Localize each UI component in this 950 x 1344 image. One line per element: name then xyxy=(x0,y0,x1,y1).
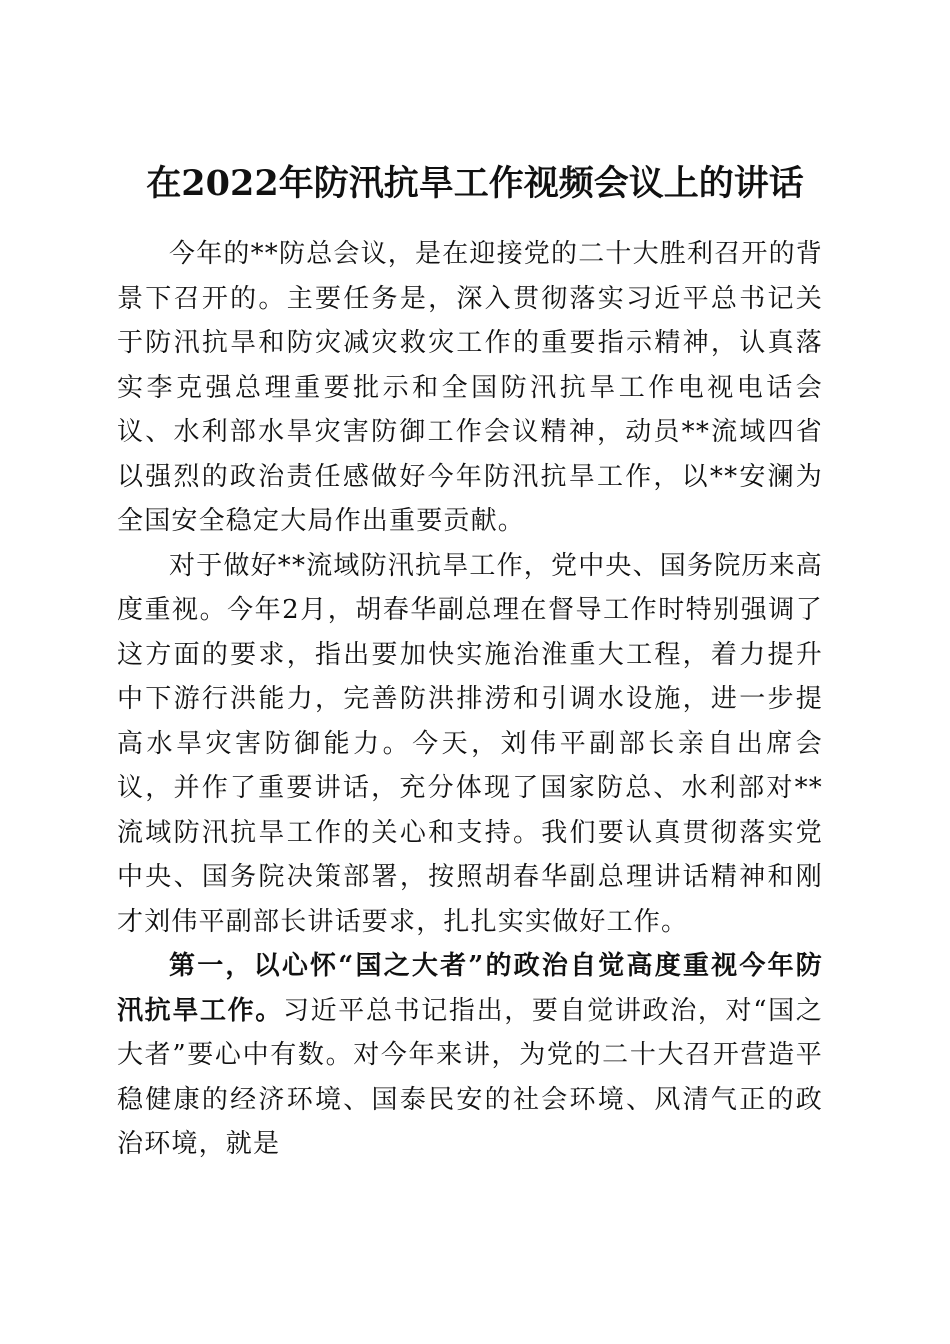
paragraph-2 xyxy=(117,544,823,945)
document-body xyxy=(117,232,823,1167)
paragraph-3-lead: 第一，以心怀“国之大者”的政治自觉高度重视今年防汛抗旱工作。 xyxy=(117,951,823,1026)
paragraph-1 xyxy=(117,232,823,544)
paragraph-3-text: 习近平总书记指出，要自觉讲政治，对“国之大者”要心中有数。对今年来讲，为党的二十大召开营造平稳健康的经济环境、国泰民安的社会环境、风清气正的政治环境，就是 xyxy=(117,995,824,1159)
paragraph-1-text: 今年的**防总会议，是在迎接党的二十大胜利召开的背景下召开的。主要任务是，深入贯彻落实习近平总书记关于防汛抗旱和防灾减灾救灾工作的重要指示精神，认真落实李克强总理重要批示和全国防汛抗旱工作电视电话会议、水利部水旱灾害防御工作会议精神，动员**流域四省以强烈的政治责任感做好今年防汛抗旱工作，以**安澜为全国安全稳定大局作出重要贡献。 xyxy=(117,239,824,536)
document-title: 在2022年防汛抗旱工作视频会议上的讲话 xyxy=(146,163,804,205)
paragraph-2-text: 对于做好**流域防汛抗旱工作，党中央、国务院历来高度重视。今年2月，胡春华副总理在督导工作时特别强调了这方面的要求，指出要加快实施治淮重大工程，着力提升中下游行洪能力，完善防洪排涝和引调水设施，进一步提高水旱灾害防御能力。今天，刘伟平副部长亲自出席会议，并作了重要讲话，充分体现了国家防总、水利部对**流域防汛抗旱工作的关心和支持。我们要认真贯彻落实党中央、国务院决策部署，按照胡春华副总理讲话精神和刚才刘伟平副部长讲话要求，扎扎实实做好工作。 xyxy=(117,550,824,937)
paragraph-3 xyxy=(117,944,823,1167)
